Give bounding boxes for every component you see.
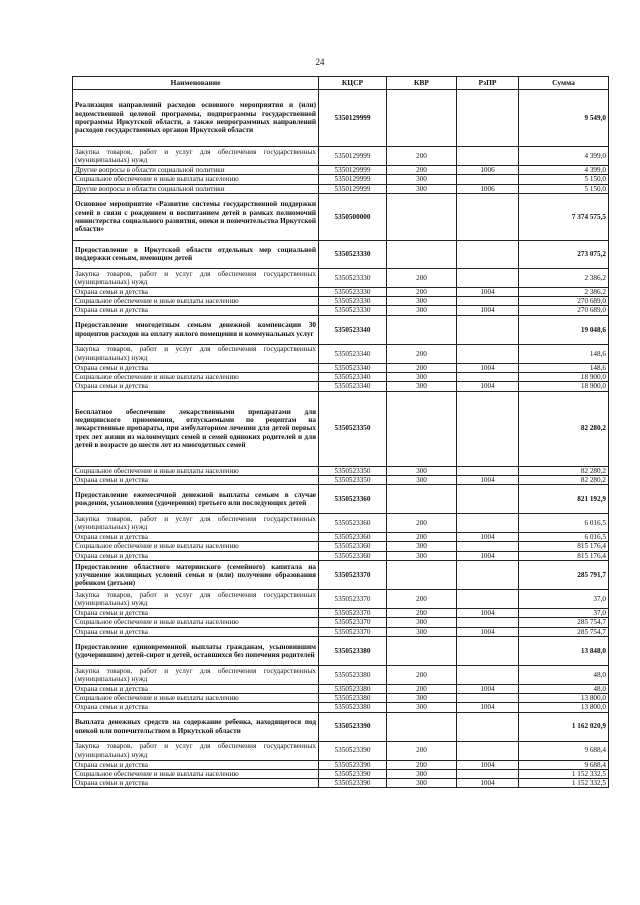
table-row — [73, 779, 609, 788]
table-row — [73, 382, 609, 391]
cell-kvr: 300 — [387, 694, 457, 703]
cell-kcsr: 5350500000 — [319, 193, 387, 240]
cell-kvr — [387, 485, 457, 514]
table-row — [73, 551, 609, 560]
table-row — [73, 315, 609, 344]
cell-sum: 285 754,7 — [519, 627, 609, 636]
cell-rzpr — [457, 391, 519, 466]
cell-kvr: 300 — [387, 175, 457, 184]
table-row — [73, 485, 609, 514]
cell-name: Социальное обеспечение и иные выплаты населению — [73, 175, 319, 184]
page-number: 24 — [315, 57, 325, 67]
table-row — [73, 193, 609, 240]
cell-rzpr — [457, 175, 519, 184]
cell-name: Бесплатное обеспечение лекарственными препаратами для медицинского применения, отпускаемыми по рецептам на лекарственные препараты, при амбулаторном лечении для детей первых трех лет жизни из малоимущих семей и семей одиноких родителей и для детей в возрасте до шести лет из многодетных семей — [73, 391, 319, 466]
cell-name: Социальное обеспечение и иные выплаты населению — [73, 694, 319, 703]
cell-rzpr — [457, 147, 519, 166]
header-name: Наименование — [73, 77, 319, 90]
cell-name: Реализация направлений расходов основного мероприятия и (или) ведомственной целевой программы, подпрограммы государственной программы Иркутской области, а также непрограммных направлений расходов государственных органов Иркутской области — [73, 90, 319, 147]
cell-name: Охрана семьи и детства — [73, 760, 319, 769]
cell-kvr: 300 — [387, 475, 457, 484]
cell-name: Предоставление областного материнского (семейного) капитала на улучшение жилищных условий семьи и (или) получение образования ребенком (детьми) — [73, 560, 319, 589]
cell-rzpr — [457, 372, 519, 381]
cell-kvr — [387, 636, 457, 665]
cell-sum: 285 791,7 — [519, 560, 609, 589]
cell-rzpr: 1006 — [457, 166, 519, 175]
cell-rzpr: 1004 — [457, 382, 519, 391]
cell-kcsr: 5350523340 — [319, 363, 387, 372]
header-sum: Сумма — [519, 77, 609, 90]
table-row — [73, 90, 609, 147]
table-row — [73, 175, 609, 184]
table-row — [73, 703, 609, 712]
cell-sum: 148,6 — [519, 344, 609, 363]
table-row — [73, 287, 609, 296]
cell-kvr: 200 — [387, 268, 457, 287]
cell-kcsr: 5350523380 — [319, 636, 387, 665]
cell-rzpr: 1004 — [457, 760, 519, 769]
cell-kcsr: 5350523360 — [319, 542, 387, 551]
cell-sum: 9 549,0 — [519, 90, 609, 147]
cell-kcsr: 5350129999 — [319, 166, 387, 175]
table-row — [73, 372, 609, 381]
cell-kvr: 200 — [387, 344, 457, 363]
cell-rzpr — [457, 636, 519, 665]
cell-name: Выплата денежных средств на содержание ребенка, находящегося под опекой или попечительством в Иркутской области — [73, 712, 319, 741]
cell-kcsr: 5350523380 — [319, 703, 387, 712]
cell-name: Охрана семьи и детства — [73, 551, 319, 560]
cell-rzpr — [457, 193, 519, 240]
cell-name: Закупка товаров, работ и услуг для обеспечения государственных (муниципальных) нужд — [73, 344, 319, 363]
cell-rzpr — [457, 90, 519, 147]
table-row — [73, 147, 609, 166]
cell-rzpr — [457, 741, 519, 760]
cell-name: Охрана семьи и детства — [73, 627, 319, 636]
table-header-row — [73, 77, 609, 90]
cell-kvr: 200 — [387, 363, 457, 372]
cell-kvr: 200 — [387, 514, 457, 533]
cell-kvr: 200 — [387, 760, 457, 769]
cell-kcsr: 5350129999 — [319, 184, 387, 193]
cell-sum: 4 399,0 — [519, 147, 609, 166]
cell-sum: 6 016,5 — [519, 533, 609, 542]
table-row — [73, 363, 609, 372]
cell-kcsr: 5350523330 — [319, 240, 387, 268]
cell-sum: 48,0 — [519, 684, 609, 693]
table-row — [73, 760, 609, 769]
cell-kvr: 200 — [387, 684, 457, 693]
cell-kvr: 300 — [387, 382, 457, 391]
header-kcsr: КЦСР — [319, 77, 387, 90]
cell-sum: 5 150,0 — [519, 175, 609, 184]
cell-kvr: 300 — [387, 779, 457, 788]
cell-kvr — [387, 193, 457, 240]
cell-name: Охрана семьи и детства — [73, 306, 319, 315]
cell-kvr: 200 — [387, 147, 457, 166]
cell-name: Охрана семьи и детства — [73, 475, 319, 484]
cell-kcsr: 5350523380 — [319, 684, 387, 693]
cell-rzpr: 1004 — [457, 533, 519, 542]
cell-kvr: 300 — [387, 627, 457, 636]
cell-kvr: 200 — [387, 665, 457, 684]
cell-kcsr: 5350523350 — [319, 475, 387, 484]
cell-kvr: 300 — [387, 466, 457, 475]
cell-name: Предоставление ежемесячной денежной выплаты семьям в случае рождения, усыновления (удочерения) третьего или последующих детей — [73, 485, 319, 514]
cell-kvr: 200 — [387, 608, 457, 617]
cell-sum: 37,0 — [519, 608, 609, 617]
cell-kcsr: 5350129999 — [319, 175, 387, 184]
cell-name: Закупка товаров, работ и услуг для обеспечения государственных (муниципальных) нужд — [73, 741, 319, 760]
cell-rzpr: 1004 — [457, 627, 519, 636]
cell-kcsr: 5350523350 — [319, 391, 387, 466]
table-row — [73, 636, 609, 665]
cell-sum: 815 176,4 — [519, 542, 609, 551]
cell-name: Социальное обеспечение и иные выплаты населению — [73, 372, 319, 381]
cell-name: Закупка товаров, работ и услуг для обеспечения государственных (муниципальных) нужд — [73, 589, 319, 608]
cell-name: Закупка товаров, работ и услуг для обеспечения государственных (муниципальных) нужд — [73, 665, 319, 684]
cell-name: Предоставление многодетным семьям денежной компенсации 30 процентов расходов на оплату жилого помещения и коммунальных услуг — [73, 315, 319, 344]
cell-sum: 273 075,2 — [519, 240, 609, 268]
cell-kcsr: 5350523370 — [319, 618, 387, 627]
table-row — [73, 391, 609, 466]
table-row — [73, 769, 609, 778]
cell-sum: 285 754,7 — [519, 618, 609, 627]
cell-kvr: 300 — [387, 703, 457, 712]
cell-kvr: 300 — [387, 551, 457, 560]
cell-name: Предоставление единовременной выплаты гражданам, усыновившим (удочерившим) детей-сирот и детей, оставшихся без попечения родителей — [73, 636, 319, 665]
cell-sum: 13 800,0 — [519, 703, 609, 712]
cell-name: Социальное обеспечение и иные выплаты населению — [73, 769, 319, 778]
cell-rzpr: 1006 — [457, 184, 519, 193]
cell-rzpr — [457, 268, 519, 287]
cell-name: Охрана семьи и детства — [73, 382, 319, 391]
cell-kcsr: 5350523370 — [319, 608, 387, 617]
cell-kcsr: 5350523330 — [319, 268, 387, 287]
table-row — [73, 475, 609, 484]
cell-sum: 48,0 — [519, 665, 609, 684]
cell-sum: 1 162 020,9 — [519, 712, 609, 741]
table-row — [73, 589, 609, 608]
cell-sum: 1 152 332,5 — [519, 779, 609, 788]
table-row — [73, 694, 609, 703]
cell-name: Охрана семьи и детства — [73, 779, 319, 788]
cell-rzpr: 1004 — [457, 306, 519, 315]
cell-name: Охрана семьи и детства — [73, 533, 319, 542]
cell-kcsr: 5350523350 — [319, 466, 387, 475]
cell-sum: 82 280,2 — [519, 475, 609, 484]
cell-name: Предоставление в Иркутской области отдельных мер социальной поддержки семьям, имеющим детей — [73, 240, 319, 268]
cell-sum: 7 374 575,5 — [519, 193, 609, 240]
cell-sum: 13 848,0 — [519, 636, 609, 665]
cell-kvr: 300 — [387, 297, 457, 306]
cell-rzpr — [457, 712, 519, 741]
cell-kcsr: 5350523370 — [319, 589, 387, 608]
cell-sum: 815 176,4 — [519, 551, 609, 560]
cell-rzpr — [457, 769, 519, 778]
table-row — [73, 741, 609, 760]
cell-rzpr — [457, 665, 519, 684]
cell-rzpr: 1004 — [457, 684, 519, 693]
cell-kcsr: 5350523360 — [319, 551, 387, 560]
table-row — [73, 627, 609, 636]
cell-sum: 148,6 — [519, 363, 609, 372]
cell-rzpr — [457, 694, 519, 703]
cell-rzpr — [457, 240, 519, 268]
table-row — [73, 665, 609, 684]
cell-sum: 18 900,0 — [519, 382, 609, 391]
cell-kvr: 200 — [387, 741, 457, 760]
table-row — [73, 712, 609, 741]
cell-kvr — [387, 90, 457, 147]
cell-kvr: 300 — [387, 769, 457, 778]
cell-kcsr: 5350129999 — [319, 90, 387, 147]
cell-kcsr: 5350523360 — [319, 514, 387, 533]
cell-rzpr — [457, 315, 519, 344]
cell-sum: 82 280,2 — [519, 466, 609, 475]
cell-sum: 82 280,2 — [519, 391, 609, 466]
cell-name: Охрана семьи и детства — [73, 287, 319, 296]
cell-sum: 18 900,0 — [519, 372, 609, 381]
cell-kvr: 200 — [387, 589, 457, 608]
cell-kvr: 200 — [387, 166, 457, 175]
cell-sum: 9 688,4 — [519, 760, 609, 769]
cell-kcsr: 5350523330 — [319, 287, 387, 296]
cell-rzpr: 1004 — [457, 363, 519, 372]
table-row — [73, 240, 609, 268]
cell-kcsr: 5350523360 — [319, 485, 387, 514]
cell-kcsr: 5350523330 — [319, 297, 387, 306]
table-row — [73, 268, 609, 287]
cell-rzpr: 1004 — [457, 703, 519, 712]
cell-kcsr: 5350523390 — [319, 769, 387, 778]
cell-kcsr: 5350523390 — [319, 741, 387, 760]
table-row — [73, 533, 609, 542]
table-body — [73, 90, 609, 788]
cell-kvr: 200 — [387, 287, 457, 296]
cell-kvr: 300 — [387, 306, 457, 315]
cell-name: Охрана семьи и детства — [73, 684, 319, 693]
table-row — [73, 344, 609, 363]
cell-rzpr — [457, 589, 519, 608]
cell-name: Основное мероприятие «Развитие системы государственной поддержки семей в связи с рождением и воспитанием детей в рамках полномочий министерства социального развития, опеки и попечительства Иркутской области» — [73, 193, 319, 240]
cell-sum: 37,0 — [519, 589, 609, 608]
cell-kvr: 200 — [387, 533, 457, 542]
cell-sum: 19 048,6 — [519, 315, 609, 344]
cell-rzpr — [457, 542, 519, 551]
cell-kvr — [387, 712, 457, 741]
cell-name: Социальное обеспечение и иные выплаты населению — [73, 466, 319, 475]
cell-rzpr — [457, 618, 519, 627]
cell-sum: 1 152 332,5 — [519, 769, 609, 778]
cell-name: Другие вопросы в области социальной политики — [73, 166, 319, 175]
cell-kcsr: 5350523380 — [319, 665, 387, 684]
cell-kcsr: 5350523340 — [319, 382, 387, 391]
cell-rzpr: 1004 — [457, 475, 519, 484]
cell-name: Закупка товаров, работ и услуг для обеспечения государственных (муниципальных) нужд — [73, 514, 319, 533]
cell-kcsr: 5350129999 — [319, 147, 387, 166]
cell-kvr: 300 — [387, 372, 457, 381]
cell-rzpr — [457, 466, 519, 475]
cell-kcsr: 5350523340 — [319, 372, 387, 381]
cell-name: Закупка товаров, работ и услуг для обеспечения государственных (муниципальных) нужд — [73, 147, 319, 166]
cell-kcsr: 5350523380 — [319, 694, 387, 703]
cell-kcsr: 5350523340 — [319, 344, 387, 363]
cell-name: Охрана семьи и детства — [73, 363, 319, 372]
cell-rzpr: 1004 — [457, 779, 519, 788]
cell-name: Охрана семьи и детства — [73, 703, 319, 712]
cell-rzpr: 1004 — [457, 287, 519, 296]
cell-kcsr: 5350523390 — [319, 712, 387, 741]
cell-kcsr: 5350523330 — [319, 306, 387, 315]
cell-sum: 5 150,0 — [519, 184, 609, 193]
cell-rzpr — [457, 485, 519, 514]
budget-table — [72, 76, 609, 788]
cell-rzpr: 1004 — [457, 608, 519, 617]
cell-sum: 13 800,0 — [519, 694, 609, 703]
table-row — [73, 184, 609, 193]
cell-name: Закупка товаров, работ и услуг для обеспечения государственных (муниципальных) нужд — [73, 268, 319, 287]
cell-kvr — [387, 560, 457, 589]
cell-name: Охрана семьи и детства — [73, 608, 319, 617]
cell-sum: 270 689,0 — [519, 306, 609, 315]
cell-sum: 9 688,4 — [519, 741, 609, 760]
cell-name: Социальное обеспечение и иные выплаты населению — [73, 618, 319, 627]
cell-sum: 821 192,9 — [519, 485, 609, 514]
header-rzpr: РзПР — [457, 77, 519, 90]
table-row — [73, 542, 609, 551]
cell-rzpr — [457, 344, 519, 363]
cell-kvr: 300 — [387, 542, 457, 551]
table-row — [73, 514, 609, 533]
cell-rzpr — [457, 514, 519, 533]
cell-kcsr: 5350523370 — [319, 560, 387, 589]
cell-kvr — [387, 315, 457, 344]
cell-sum: 4 399,0 — [519, 166, 609, 175]
table-row — [73, 297, 609, 306]
cell-kvr — [387, 391, 457, 466]
cell-name: Социальное обеспечение и иные выплаты населению — [73, 542, 319, 551]
cell-sum: 270 689,0 — [519, 297, 609, 306]
cell-kcsr: 5350523340 — [319, 315, 387, 344]
table-row — [73, 166, 609, 175]
cell-kcsr: 5350523390 — [319, 779, 387, 788]
cell-kvr — [387, 240, 457, 268]
table-row — [73, 306, 609, 315]
table-row — [73, 560, 609, 589]
cell-kcsr: 5350523390 — [319, 760, 387, 769]
cell-kvr: 300 — [387, 184, 457, 193]
cell-sum: 2 386,2 — [519, 268, 609, 287]
table-row — [73, 684, 609, 693]
cell-kcsr: 5350523360 — [319, 533, 387, 542]
header-kvr: КВР — [387, 77, 457, 90]
table-row — [73, 608, 609, 617]
table-row — [73, 618, 609, 627]
cell-rzpr — [457, 297, 519, 306]
cell-sum: 2 386,2 — [519, 287, 609, 296]
cell-name: Другие вопросы в области социальной политики — [73, 184, 319, 193]
cell-kvr: 300 — [387, 618, 457, 627]
cell-rzpr — [457, 560, 519, 589]
cell-rzpr: 1004 — [457, 551, 519, 560]
cell-sum: 6 016,5 — [519, 514, 609, 533]
table-row — [73, 466, 609, 475]
cell-name: Социальное обеспечение и иные выплаты населению — [73, 297, 319, 306]
cell-kcsr: 5350523370 — [319, 627, 387, 636]
